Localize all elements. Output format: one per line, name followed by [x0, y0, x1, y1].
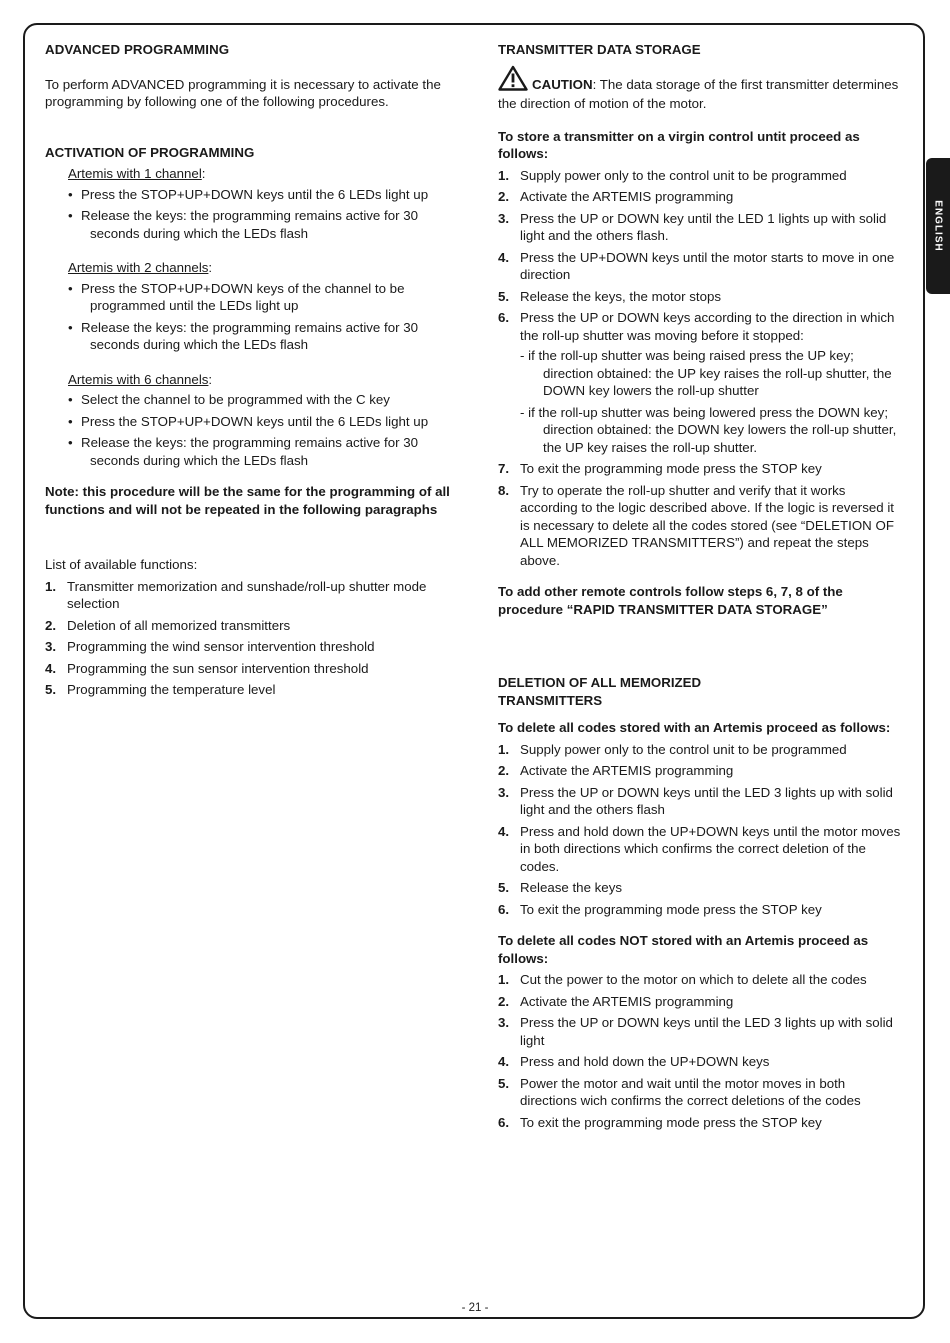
item-number: 1.: [498, 167, 510, 183]
delete-stored-steps-list: [498, 741, 903, 919]
list-item: [45, 578, 450, 613]
list-item: [498, 741, 903, 759]
item-number: 6.: [498, 1114, 510, 1130]
language-tab-label: ENGLISH: [932, 200, 944, 252]
channel-group-bullets: [68, 280, 450, 354]
virgin-steps-list: [498, 167, 903, 570]
right-column: [498, 38, 903, 1135]
list-item: [498, 823, 903, 876]
item-text: Power the motor and wait until the motor moves in both directions wich confirms the correct deletions of the codes: [520, 1075, 861, 1108]
page-title: ADVANCED PROGRAMMING: [45, 42, 230, 57]
item-text: Release the keys: [520, 880, 622, 895]
channel-groups: [45, 165, 450, 469]
bullet-item: • Release the keys: the programming remains active for 30 seconds during which the LEDs flash: [68, 207, 450, 242]
item-text: Programming the temperature level: [67, 682, 276, 697]
item-number: 6.: [498, 310, 510, 325]
direction-subitem: - if the roll-up shutter was being raised press the UP key; direction obtained: the UP key raises the roll-up shutter, the DOWN key lowers the roll-up shutter: [520, 348, 892, 398]
list-item: [498, 460, 903, 478]
virgin-unit-heading: To store a transmitter on a virgin control untit proceed as follows:: [498, 128, 860, 161]
language-tab: [926, 158, 950, 294]
direction-subitem: - if the roll-up shutter was being lowered press the DOWN key; direction obtained: the DOWN key lowers the roll-up shutter, the UP key raises the roll-up shutter.: [520, 404, 897, 455]
channel-group-title: [68, 371, 450, 389]
bullet-item: • Release the keys: the programming remains active for 30 seconds during which the LEDs flash: [68, 434, 450, 469]
list-item: [498, 993, 903, 1011]
item-text: Press the UP or DOWN keys according to the direction in which the roll-up shutter was moving before it stopped:: [520, 310, 895, 343]
add-remotes-note: To add other remote controls follow steps 6, 7, 8 of the procedure “RAPID TRANSMITTER DATA STORAGE”: [498, 584, 843, 617]
item-text: Activate the ARTEMIS programming: [520, 763, 734, 778]
item-text: To exit the programming mode press the STOP key: [520, 461, 822, 476]
item-text: To exit the programming mode press the STOP key: [520, 1114, 822, 1130]
list-item: [498, 188, 903, 206]
bullet-item: • Press the STOP+UP+DOWN keys of the channel to be programmed until the LEDs light up: [68, 280, 450, 315]
item-text: Activate the ARTEMIS programming: [520, 189, 734, 204]
channel-group-label: Artemis with 1 channel: [68, 166, 202, 181]
item-number: 4.: [498, 1054, 510, 1069]
item-number: 4.: [45, 660, 57, 676]
deletion-heading-line-2: TRANSMITTERS: [498, 692, 603, 708]
channel-group-colon: :: [208, 371, 213, 387]
list-item: [498, 879, 903, 897]
item-number: 1.: [45, 578, 57, 594]
item-number: 1.: [498, 972, 510, 987]
item-text: Try to operate the roll-up shutter and verify that it works according to the logic described above. If the logic is reversed it is necessary to delete all the codes stored (see “DELETION OF ALL MEMORIZED TRANSMITTERS”) and repeat the steps above.: [520, 482, 894, 568]
list-item: [498, 288, 903, 306]
item-text: Transmitter memorization and sunshade/roll-up shutter mode selection: [67, 578, 427, 611]
caution-paragraph: [498, 65, 903, 113]
item-number: 2.: [498, 189, 510, 204]
list-item: [45, 681, 450, 699]
deletion-heading: [498, 674, 903, 709]
item-text: Press the UP+DOWN keys until the motor starts to move in one direction: [520, 249, 895, 282]
functions-list: [45, 578, 450, 699]
delete-not-stored-steps-list: [498, 971, 903, 1131]
list-item: [45, 617, 450, 635]
list-item: [498, 1014, 903, 1049]
bullet-item: • Press the STOP+UP+DOWN keys until the 6 LEDs light up: [68, 186, 450, 204]
list-item: [498, 1114, 903, 1132]
item-text: Supply power only to the control unit to be programmed: [520, 167, 847, 183]
list-item: [498, 762, 903, 780]
item-text: Supply power only to the control unit to be programmed: [520, 741, 847, 757]
list-item: [498, 901, 903, 919]
channel-group-colon: :: [208, 260, 213, 275]
item-number: 3.: [498, 210, 510, 226]
item-number: 2.: [498, 763, 510, 778]
list-item: [498, 1075, 903, 1110]
channel-group-colon: :: [201, 166, 206, 181]
list-item: [498, 482, 903, 570]
channel-group-title: [68, 165, 450, 183]
item-text: Press and hold down the UP+DOWN keys until the motor moves in both directions which confirms the correct deletion of the codes.: [520, 823, 901, 874]
delete-not-stored-heading: To delete all codes NOT stored with an Artemis proceed as follows:: [498, 933, 869, 966]
item-number: 3.: [45, 639, 57, 654]
list-item: [498, 971, 903, 989]
list-item: [498, 1053, 903, 1071]
item-number: 2.: [498, 993, 510, 1009]
caution-text: : The data storage of the first transmitter determines the direction of motion of the motor.: [498, 76, 899, 111]
channel-group-bullets: [68, 186, 450, 243]
item-number: 8.: [498, 482, 510, 498]
direction-sublist: [520, 347, 903, 456]
bullet-item: • Press the STOP+UP+DOWN keys until the 6 LEDs light up: [68, 413, 450, 431]
item-text: Release the keys, the motor stops: [520, 288, 722, 304]
channel-group-title: [68, 259, 450, 277]
item-text: Programming the wind sensor intervention threshold: [67, 639, 375, 654]
item-text: Press the UP or DOWN keys until the LED 3 lights up with solid light and the others flash: [520, 784, 893, 817]
warning-triangle-icon: [498, 65, 528, 96]
list-item: [498, 167, 903, 185]
deletion-heading-line-1: DELETION OF ALL MEMORIZED: [498, 675, 702, 690]
item-number: 6.: [498, 901, 510, 917]
list-item: [498, 249, 903, 284]
item-number: 1.: [498, 741, 510, 757]
item-text: Activate the ARTEMIS programming: [520, 993, 734, 1009]
list-item: [45, 638, 450, 656]
list-item: [45, 660, 450, 678]
item-number: 3.: [498, 784, 510, 800]
item-number: 3.: [498, 1015, 510, 1030]
bullet-item: • Release the keys: the programming remains active for 30 seconds during which the LEDs flash: [68, 319, 450, 354]
item-text: Cut the power to the motor on which to delete all the codes: [520, 972, 867, 987]
item-number: 5.: [45, 682, 57, 697]
item-number: 4.: [498, 823, 510, 839]
activation-heading: ACTIVATION OF PROGRAMMING: [45, 144, 255, 160]
item-text: Press the UP or DOWN keys until the LED 3 lights up with solid light: [520, 1015, 893, 1048]
channel-group-label: Artemis with 2 channels: [68, 260, 209, 275]
list-item: [498, 784, 903, 819]
item-number: 5.: [498, 1075, 510, 1091]
channel-group-bullets: [68, 391, 450, 469]
item-text: To exit the programming mode press the STOP key: [520, 901, 822, 917]
item-text: Press the UP or DOWN key until the LED 1 lights up with solid light and the others flash.: [520, 210, 887, 243]
channel-group-label: Artemis with 6 channels: [68, 371, 209, 387]
page-number: - 21 -: [461, 1302, 489, 1314]
item-number: 4.: [498, 249, 510, 265]
storage-heading: TRANSMITTER DATA STORAGE: [498, 42, 701, 57]
item-text: Press and hold down the UP+DOWN keys: [520, 1054, 770, 1069]
item-number: 7.: [498, 461, 510, 476]
intro-paragraph: To perform ADVANCED programming it is necessary to activate the programming by following one of the following procedures.: [45, 76, 441, 109]
item-text: Programming the sun sensor intervention threshold: [67, 660, 369, 676]
left-column: [45, 38, 450, 703]
item-number: 2.: [45, 617, 57, 633]
item-number: 5.: [498, 880, 510, 895]
item-number: 5.: [498, 288, 510, 304]
item-text: Deletion of all memorized transmitters: [67, 617, 291, 633]
functions-intro: List of available functions:: [45, 557, 198, 572]
bullet-item: • Select the channel to be programmed with the C key: [68, 391, 450, 409]
list-item: [498, 309, 903, 456]
list-item: [498, 210, 903, 245]
delete-stored-heading: To delete all codes stored with an Artemis proceed as follows:: [498, 720, 891, 735]
caution-label: CAUTION: [532, 76, 593, 92]
procedure-note: Note: this procedure will be the same for the programming of all functions and will not be repeated in the following paragraphs: [45, 484, 450, 517]
